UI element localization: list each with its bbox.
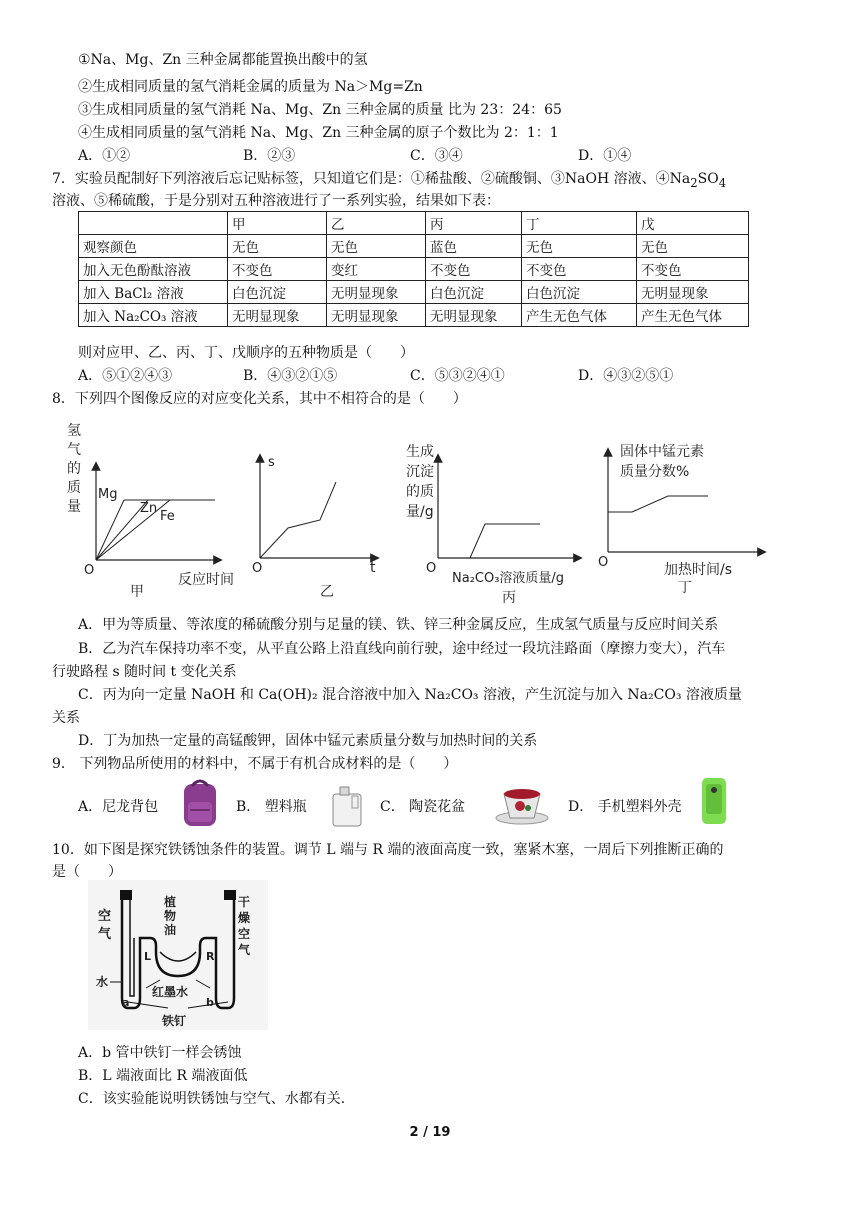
q8-option-b-line1: B．乙为汽车保持功率不变，从平直公路上沿直线向前行驶，途中经过一段坑洼路面（摩擦力变大），汽车	[78, 641, 726, 657]
q7-option-d: D．④③②⑤①	[578, 368, 674, 384]
q8-option-c-line1: C．丙为向一定量 NaOH 和 Ca(OH)₂ 混合溶液中加入 Na₂CO₃ 溶液，产生沉淀与加入 Na₂CO₃ 溶液质量	[78, 687, 742, 703]
fe-line	[96, 500, 170, 560]
q7-option-a: A．⑤①②④③	[78, 368, 173, 384]
table-cell: 无色	[228, 235, 327, 258]
table-cell: 不变色	[426, 258, 522, 281]
graph-yi-xlabel: t	[370, 560, 376, 576]
graph-ding-xlabel: 加热时间/s	[664, 562, 733, 578]
rust-apparatus-figure	[88, 880, 268, 1030]
table-cell: 白色沉淀	[228, 281, 327, 304]
table-row	[79, 258, 749, 281]
table-cell: 产生无色气体	[522, 304, 637, 327]
q7-results-table	[78, 211, 749, 327]
table-row	[79, 235, 749, 258]
q10-option-a: A．b 管中铁钉一样会锈蚀	[78, 1045, 242, 1061]
table-cell: 不变色	[637, 258, 749, 281]
graph-jia-ylabel-2: 气	[67, 442, 81, 458]
table-cell: 无色	[637, 235, 749, 258]
graph-ding-name: 丁	[678, 580, 692, 596]
table-cell: 无色	[327, 235, 426, 258]
table-header-cell: 丁	[522, 212, 637, 235]
q7-option-b: B．④③②①⑤	[243, 368, 338, 384]
tube-a-label: a	[122, 996, 130, 1009]
table-cell: 不变色	[522, 258, 637, 281]
table-cell: 加入 Na₂CO₃ 溶液	[79, 304, 228, 327]
graph-bing-ylabel-4: 量/g	[406, 504, 434, 520]
right-top-label-1: 干	[238, 895, 251, 909]
q8-option-a: A．甲为等质量、等浓度的稀硫酸分别与足量的镁、铁、锌三种金属反应，生成氢气质量与反应时间关系	[78, 617, 719, 633]
table-header-cell: 戊	[637, 212, 749, 235]
table-cell: 蓝色	[426, 235, 522, 258]
q8-option-b-line2: 行驶路程 s 随时间 t 变化关系	[52, 664, 237, 680]
graph-ding-ylabel-1: 固体中锰元素	[620, 444, 704, 460]
q8-option-d: D．丁为加热一定量的高锰酸钾，固体中锰元素质量分数与加热时间的关系	[78, 733, 538, 749]
origin-label: O	[252, 561, 263, 576]
graph-yi	[250, 448, 390, 603]
right-top-label-4: 气	[238, 943, 251, 957]
q6-option-d: D．①④	[578, 148, 632, 164]
ceramic-pot-icon	[494, 784, 550, 826]
table-header-cell: 甲	[228, 212, 327, 235]
precipitate-curve	[470, 524, 540, 558]
mg-label: Mg	[98, 487, 118, 502]
q8-option-c-line2: 关系	[52, 710, 80, 726]
graph-jia-xlabel: 反应时间	[178, 572, 234, 588]
graph-bing-name: 丙	[502, 590, 516, 606]
right-top-label-2: 燥	[238, 911, 251, 925]
q8-stem: 8．下列四个图像反应的对应变化关系，其中不相符合的是（ ）	[52, 391, 467, 407]
table-row	[79, 304, 749, 327]
table-cell: 无明显现象	[426, 304, 522, 327]
table-cell: 不变色	[228, 258, 327, 281]
q6-statement-1: ①Na、Mg、Zn 三种金属都能置换出酸中的氢	[78, 52, 368, 68]
q10-option-b: B．L 端液面比 R 端液面低	[78, 1068, 248, 1084]
zn-label: Zn	[140, 501, 158, 516]
graph-jia-ylabel-3: 的	[67, 461, 81, 477]
right-top-label-3: 空	[238, 927, 251, 941]
table-cell: 无明显现象	[327, 281, 426, 304]
left-top-label-2: 气	[98, 927, 112, 942]
table-header-cell: 丙	[426, 212, 522, 235]
graph-bing-ylabel-1: 生成	[406, 444, 434, 460]
q7-stem-line2: 溶液、⑤稀硫酸，于是分别对五种溶液进行了一系列实验，结果如下表：	[52, 193, 500, 209]
center-top-label-2: 物	[164, 909, 177, 923]
q9-stem: 9． 下列物品所使用的材料中，不属于有机合成材料的是（ ）	[52, 756, 458, 772]
graph-bing	[400, 440, 590, 608]
q6-statement-2: ②生成相同质量的氢气消耗金属的质量为 Na＞Mg=Zn	[78, 79, 423, 95]
left-top-label-1: 空	[98, 909, 112, 924]
origin-label: O	[426, 561, 437, 576]
graph-bing-xlabel: Na₂CO₃溶液质量/g	[452, 571, 565, 586]
q9-option-d: D． 手机塑料外壳	[568, 799, 682, 815]
graph-ding-ylabel-2: 质量分数%	[620, 464, 690, 480]
q10-stem-line2: 是（ ）	[52, 864, 122, 880]
q6-option-a: A．①②	[78, 148, 131, 164]
table-cell: 无明显现象	[637, 281, 749, 304]
plastic-bottle-icon	[330, 784, 364, 828]
distance-curve	[260, 482, 336, 558]
table-cell: 加入 BaCl₂ 溶液	[79, 281, 228, 304]
nail-label: 铁钉	[162, 1014, 187, 1028]
q9-option-a: A．尼龙背包	[78, 799, 159, 815]
page-number: 2 / 19	[409, 1125, 451, 1140]
graph-jia-ylabel-5: 量	[67, 499, 81, 515]
table-cell: 变红	[327, 258, 426, 281]
graph-bing-ylabel-3: 的质	[406, 484, 434, 500]
q10-option-c: C．该实验能说明铁锈蚀与空气、水都有关.	[78, 1091, 346, 1107]
table-header-cell: 乙	[327, 212, 426, 235]
mn-fraction-curve	[608, 496, 708, 512]
q10-stem-line1: 10．如下图是探究铁锈蚀条件的装置。调节 L 端与 R 端的液面高度一致，塞紧木塞，一周后下列推断正确的	[52, 842, 724, 858]
center-top-label-3: 油	[164, 923, 177, 937]
water-label: 水	[96, 975, 109, 989]
q6-statement-3: ③生成相同质量的氢气消耗 Na、Mg、Zn 三种金属的质量 比为 23：24：65	[78, 102, 562, 118]
q9-option-c: C． 陶瓷花盆	[380, 799, 466, 815]
fe-label: Fe	[160, 509, 175, 524]
l-end-label: L	[144, 950, 152, 963]
table-cell: 观察颜色	[79, 235, 228, 258]
graph-jia-name: 甲	[130, 584, 144, 600]
ink-label: 红墨水	[152, 985, 189, 999]
graph-bing-ylabel-2: 沉淀	[406, 464, 434, 480]
backpack-icon	[178, 776, 222, 828]
table-cell: 白色沉淀	[426, 281, 522, 304]
origin-label: O	[598, 555, 609, 570]
q7-stem-line1: 7．实验员配制好下列溶液后忘记贴标签，只知道它们是：①稀盐酸、②硫酸铜、③NaOH 溶液、$④Na_2SO_4$	[52, 171, 727, 190]
graph-ding	[590, 440, 770, 608]
table-row	[79, 281, 749, 304]
graph-jia-ylabel-4: 质	[67, 480, 81, 496]
center-top-label-1: 植	[164, 895, 177, 909]
table-cell: 无明显现象	[228, 304, 327, 327]
q6-option-c: C．③④	[410, 148, 463, 164]
table-cell: 产生无色气体	[637, 304, 749, 327]
graph-yi-name: 乙	[320, 584, 334, 600]
tube-b-label: b	[206, 996, 214, 1009]
graph-yi-ylabel: s	[268, 455, 275, 470]
q6-statement-4: ④生成相同质量的氢气消耗 Na、Mg、Zn 三种金属的原子个数比为 2：1：1	[78, 125, 559, 141]
mg-line	[96, 500, 124, 560]
phone-case-icon	[700, 776, 728, 826]
table-header-row	[79, 212, 749, 235]
q9-option-b: B． 塑料瓶	[236, 799, 307, 815]
table-cell: 无色	[522, 235, 637, 258]
q6-option-b: B．②③	[243, 148, 296, 164]
table-cell: 无明显现象	[327, 304, 426, 327]
table-cell: 加入无色酚酞溶液	[79, 258, 228, 281]
table-header-cell	[79, 212, 228, 235]
graph-jia	[60, 418, 250, 603]
q7-question: 则对应甲、乙、丙、丁、戊顺序的五种物质是（ ）	[78, 345, 414, 361]
origin-label: O	[84, 563, 95, 578]
r-end-label: R	[206, 950, 215, 963]
q7-option-c: C．⑤③②④①	[410, 368, 505, 384]
graph-jia-ylabel-1: 氢	[67, 423, 81, 439]
table-cell: 白色沉淀	[522, 281, 637, 304]
